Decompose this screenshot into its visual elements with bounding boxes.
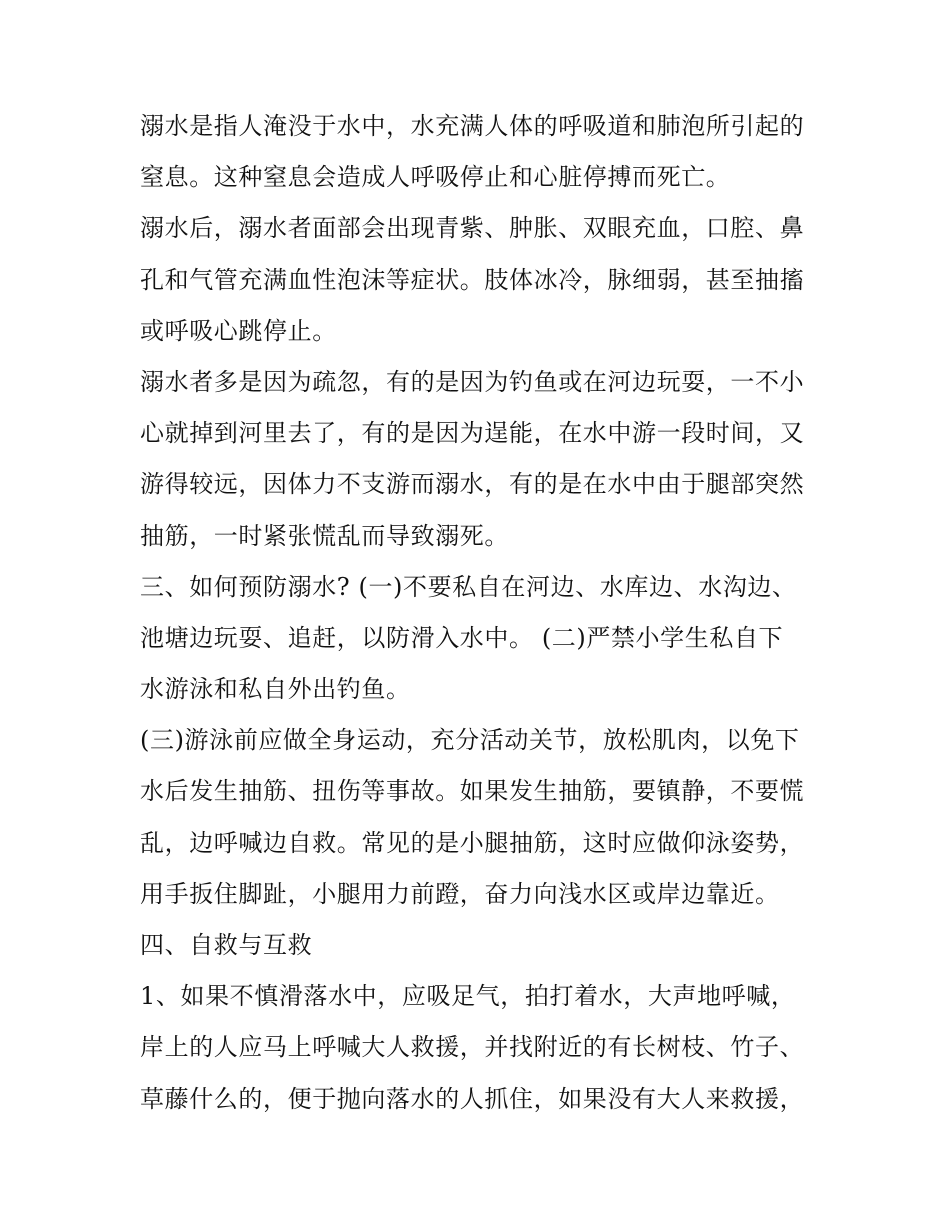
text-line: 溺水是指人淹没于水中，水充满人体的呼吸道和肺泡所引起的: [140, 112, 805, 140]
text-line: 岸上的人应马上呼喊大人救援，并找附近的有长树枝、竹子、: [140, 1033, 805, 1062]
text-line: 池塘边玩耍、追赶，以防滑入水中。 (二)严禁小学生私自下: [140, 623, 784, 652]
text-line: 水游泳和私自外出钓鱼。: [140, 675, 411, 704]
text-line: 孔和气管充满血性泡沫等症状。肢体冰冷，脉细弱，甚至抽搐: [140, 265, 805, 294]
text-line: 用手扳住脚趾，小腿用力前蹬，奋力向浅水区或岸边靠近。: [140, 879, 780, 908]
text-line: 游得较远，因体力不支游而溺水，有的是在水中由于腿部突然: [140, 470, 805, 499]
text-line: 窒息。这种窒息会造成人呼吸停止和心脏停搏而死亡。: [140, 163, 731, 192]
text-line: 溺水者多是因为疏忽，有的是因为钓鱼或在河边玩耍，一不小: [140, 367, 805, 396]
text-line: 三、如何预防溺水? (一)不要私自在河边、水库边、水沟边、: [140, 572, 797, 601]
text-line: 草藤什么的，便于抛向落水的人抓住，如果没有大人来救援，: [140, 1084, 805, 1113]
text-line: 抽筋，一时紧张慌乱而导致溺死。: [140, 521, 509, 550]
text-line: 1、如果不慎滑落水中，应吸足气，拍打着水，大声地呼喊，: [140, 982, 796, 1011]
body-text: [140, 101, 820, 1125]
text-line: 溺水后，溺水者面部会出现青紫、肿胀、双眼充血，口腔、鼻: [140, 214, 805, 243]
text-line: 水后发生抽筋、扭伤等事故。如果发生抽筋，要镇静，不要慌: [140, 777, 805, 806]
text-line: 心就掉到河里去了，有的是因为逞能，在水中游一段时间，又: [140, 419, 805, 448]
text-line: 乱，边呼喊边自救。常见的是小腿抽筋，这时应做仰泳姿势，: [140, 828, 805, 857]
text-line: (三)游泳前应做全身运动，充分活动关节，放松肌肉，以免下: [140, 726, 800, 755]
text-line: 四、自救与互救: [140, 931, 313, 959]
text-line: 或呼吸心跳停止。: [140, 316, 337, 345]
